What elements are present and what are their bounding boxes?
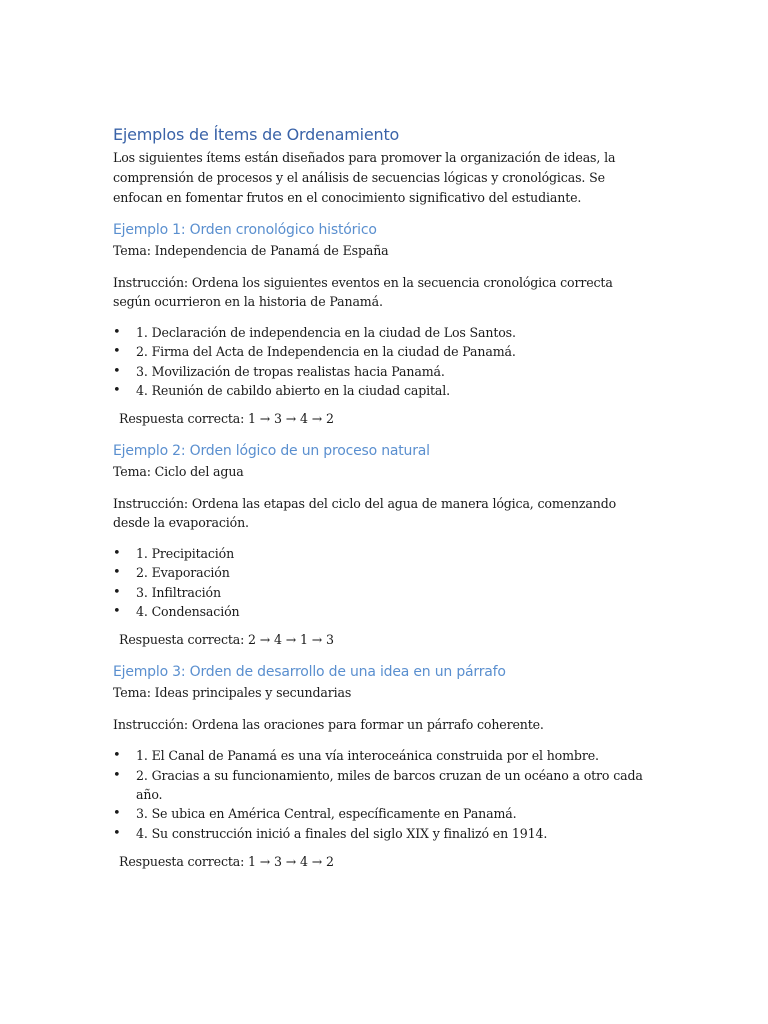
list-item <box>113 602 653 621</box>
example-heading: Ejemplo 3: Orden de desarrollo de una idea en un párrafo <box>113 664 506 681</box>
list-item-text: 1. El Canal de Panamá es una vía interoceánica construida por el hombre. <box>136 748 599 764</box>
list-item <box>113 362 653 381</box>
bullet-icon: • <box>113 767 121 783</box>
intro-paragraph: Los siguientes ítems están diseñados para promover la organización de ideas, la comprensión de procesos y el análisis de secuencias lógicas y cronológicas. Se enfocan en fomentar frutos en el conocimiento significativo del estudiante. <box>113 150 616 205</box>
example-topic: Tema: Ciclo del agua <box>113 464 244 480</box>
list-item <box>113 583 653 602</box>
list-item <box>113 766 653 805</box>
list-item-text: 1. Declaración de independencia en la ciudad de Los Santos. <box>136 325 516 340</box>
bullet-icon: • <box>113 565 121 581</box>
list-item <box>113 342 653 361</box>
correct-answer: Respuesta correcta: 2 → 4 → 1 → 3 <box>119 632 334 648</box>
example-topic: Tema: Independencia de Panamá de España <box>113 243 389 258</box>
correct-answer: Respuesta correcta: 1 → 3 → 4 → 2 <box>119 411 334 427</box>
bullet-icon: • <box>113 363 121 379</box>
list-item-text: 3. Infiltración <box>136 584 221 600</box>
example-instruction: Instrucción: Ordena los siguientes eventos en la secuencia cronológica correcta según ocurrieron en la historia de Panamá. <box>113 275 613 309</box>
list-item-text: 4. Reunión de cabildo abierto en la ciudad capital. <box>136 382 450 398</box>
bullet-icon: • <box>113 382 121 398</box>
bullet-icon: • <box>113 546 121 562</box>
list-item-text: 2. Firma del Acta de Independencia en la ciudad de Panamá. <box>136 344 516 360</box>
list-item-text: 3. Movilización de tropas realistas hacia Panamá. <box>136 363 445 379</box>
example-section-2 <box>113 441 653 649</box>
ordering-list <box>113 323 653 400</box>
bullet-icon: • <box>113 584 121 600</box>
example-heading: Ejemplo 1: Orden cronológico histórico <box>113 222 377 238</box>
list-item-text: 4. Su construcción inició a finales del siglo XIX y finalizó en 1914. <box>136 825 548 841</box>
list-item-text: 1. Precipitación <box>136 546 235 562</box>
example-section-3 <box>113 662 653 870</box>
bullet-icon: • <box>113 325 121 340</box>
list-item-text: 2. Evaporación <box>136 565 230 581</box>
example-instruction: Instrucción: Ordena las etapas del ciclo del agua de manera lógica, comenzando desde la evaporación. <box>113 496 617 531</box>
list-item <box>113 544 653 563</box>
bullet-icon: • <box>113 344 121 360</box>
bullet-icon: • <box>113 748 121 764</box>
ordering-list <box>113 544 653 621</box>
list-item <box>113 563 653 582</box>
example-section-1 <box>113 220 653 428</box>
example-heading: Ejemplo 2: Orden lógico de un proceso natural <box>113 443 430 460</box>
document-title: Ejemplos de Ítems de Ordenamiento <box>113 125 400 144</box>
document-page <box>113 124 653 884</box>
bullet-icon: • <box>113 806 121 822</box>
correct-answer: Respuesta correcta: 1 → 3 → 4 → 2 <box>119 853 334 869</box>
ordering-list <box>113 746 653 842</box>
bullet-icon: • <box>113 825 121 841</box>
list-item-text: 3. Se ubica en América Central, específicamente en Panamá. <box>136 806 517 822</box>
list-item <box>113 804 653 823</box>
list-item <box>113 381 653 400</box>
example-topic: Tema: Ideas principales y secundarias <box>113 685 352 701</box>
example-instruction: Instrucción: Ordena las oraciones para formar un párrafo coherente. <box>113 717 544 733</box>
list-item <box>113 824 653 843</box>
list-item <box>113 746 653 765</box>
list-item-text: 2. Gracias a su funcionamiento, miles de barcos cruzan de un océano a otro cada año. <box>136 767 643 802</box>
list-item <box>113 323 653 342</box>
bullet-icon: • <box>113 604 121 620</box>
list-item-text: 4. Condensación <box>136 604 240 620</box>
